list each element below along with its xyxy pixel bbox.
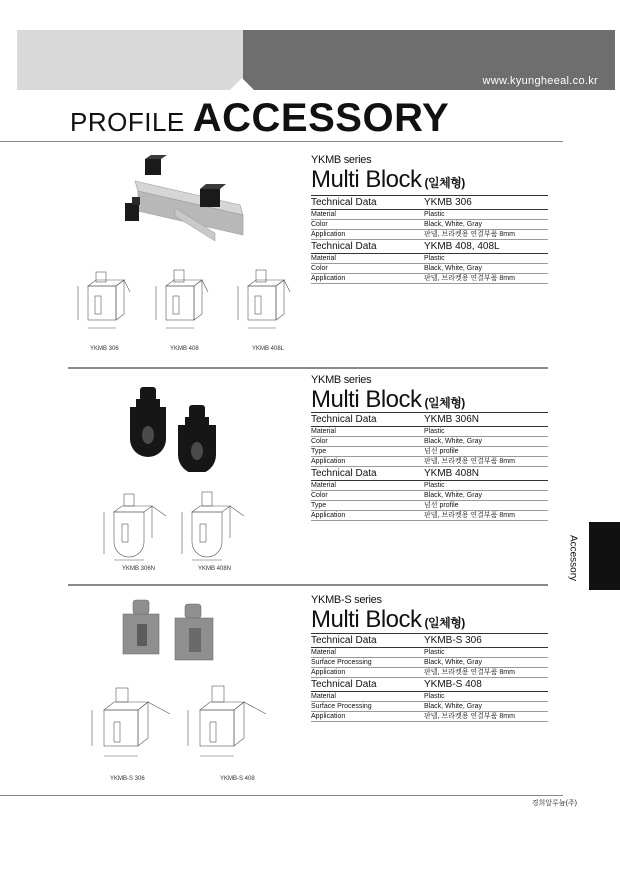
product-name <box>311 606 465 634</box>
spec-table <box>311 195 548 284</box>
spec-key: Material <box>311 481 424 491</box>
spec-value: Black, White, Gray <box>424 491 548 501</box>
spec-key: Application <box>311 668 424 678</box>
header-notch <box>230 78 254 90</box>
spec-key: Color <box>311 220 424 230</box>
technical-drawing <box>182 680 272 770</box>
technical-drawing <box>72 262 132 342</box>
spec-row <box>311 254 548 264</box>
spec-value: Black, White, Gray <box>424 702 548 712</box>
spec-value: Black, White, Gray <box>424 264 548 274</box>
spec-value: Plastic <box>424 481 548 491</box>
header-band-left <box>17 30 243 90</box>
spec-row <box>311 220 548 230</box>
spec-key: Material <box>311 210 424 220</box>
spec-header-title: Technical Data <box>311 240 424 254</box>
spec-key: Color <box>311 437 424 447</box>
spec-header-model: YKMB-S 408 <box>424 678 548 692</box>
product-name-text: Multi Block <box>311 166 422 193</box>
spec-key: Application <box>311 457 424 467</box>
spec-header-row <box>311 634 548 648</box>
spec-key: Material <box>311 648 424 658</box>
spec-header-model: YKMB 306N <box>424 413 548 427</box>
spec-value: 판넬, 브라켓용 연결부품 8mm <box>424 511 548 521</box>
spec-row <box>311 668 548 678</box>
spec-header-model: YKMB-S 306 <box>424 634 548 648</box>
spec-row <box>311 274 548 284</box>
spec-key: Application <box>311 511 424 521</box>
spec-row <box>311 481 548 491</box>
drawing-caption: YKMB 306N <box>122 566 156 572</box>
spec-value: Plastic <box>424 692 548 702</box>
drawing-caption: YKMB 408N <box>198 566 232 572</box>
spec-header-title: Technical Data <box>311 634 424 648</box>
product-name-ko: (일체형) <box>424 616 465 630</box>
spec-value: Black, White, Gray <box>424 658 548 668</box>
spec-value: 판넬, 브라켓용 연결부품 8mm <box>424 712 548 722</box>
spec-row <box>311 702 548 712</box>
technical-drawing <box>232 262 292 342</box>
spec-value: 판넬, 브라켓용 연결부품 8mm <box>424 274 548 284</box>
spec-value: 판넬, 브라켓용 연결부품 8mm <box>424 668 548 678</box>
spec-table <box>311 633 548 722</box>
spec-key: Type <box>311 447 424 457</box>
spec-value: Plastic <box>424 254 548 264</box>
side-tab-text: Accessory <box>567 534 579 582</box>
spec-value: 판넬, 브라켓용 연결부품 8mm <box>424 230 548 240</box>
spec-value: 넘선 profile <box>424 447 548 457</box>
spec-key: Application <box>311 274 424 284</box>
spec-header-model: YKMB 408N <box>424 467 548 481</box>
spec-row <box>311 712 548 722</box>
section-divider <box>68 367 548 369</box>
footer-divider <box>0 795 563 796</box>
spec-header-model: YKMB 408, 408L <box>424 240 548 254</box>
spec-header-title: Technical Data <box>311 413 424 427</box>
drawing-caption: YKMB-S 306 <box>110 776 145 782</box>
spec-row <box>311 437 548 447</box>
side-tab-label <box>563 530 583 586</box>
product-name <box>311 386 465 414</box>
spec-table <box>311 412 548 521</box>
spec-row <box>311 230 548 240</box>
spec-row <box>311 491 548 501</box>
spec-row <box>311 658 548 668</box>
product-photo <box>115 596 235 668</box>
spec-row <box>311 447 548 457</box>
spec-key: Material <box>311 254 424 264</box>
spec-key: Surface Processing <box>311 702 424 712</box>
spec-key: Surface Processing <box>311 658 424 668</box>
spec-key: Color <box>311 491 424 501</box>
spec-header-row <box>311 413 548 427</box>
spec-row <box>311 501 548 511</box>
page-title-part2: ACCESSORY <box>192 96 450 140</box>
spec-header-row <box>311 678 548 692</box>
spec-header-title: Technical Data <box>311 196 424 210</box>
spec-header-row <box>311 196 548 210</box>
spec-header-row <box>311 467 548 481</box>
spec-key: Material <box>311 427 424 437</box>
spec-row <box>311 210 548 220</box>
spec-value: Plastic <box>424 648 548 658</box>
drawing-caption: YKMB 408 <box>170 346 199 352</box>
spec-header-row <box>311 240 548 254</box>
spec-key: Material <box>311 692 424 702</box>
spec-value: Black, White, Gray <box>424 437 548 447</box>
technical-drawing <box>86 680 176 770</box>
spec-value: Plastic <box>424 210 548 220</box>
spec-row <box>311 264 548 274</box>
spec-row <box>311 692 548 702</box>
page-title <box>70 96 449 141</box>
spec-row <box>311 511 548 521</box>
drawing-caption: YKMB 306 <box>90 346 119 352</box>
spec-value: 넘선 profile <box>424 501 548 511</box>
spec-key: Color <box>311 264 424 274</box>
spec-row <box>311 457 548 467</box>
drawing-caption: YKMB-S 408 <box>220 776 255 782</box>
technical-drawing <box>100 484 172 566</box>
spec-header-title: Technical Data <box>311 467 424 481</box>
spec-row <box>311 427 548 437</box>
series-label: YKMB-S series <box>311 594 382 606</box>
section-divider <box>68 584 548 586</box>
product-name-ko: (일체형) <box>424 176 465 190</box>
product-photo <box>115 153 265 248</box>
technical-drawing <box>178 484 250 566</box>
spec-header-model: YKMB 306 <box>424 196 548 210</box>
title-divider <box>0 141 563 142</box>
product-name-text: Multi Block <box>311 386 422 413</box>
spec-key: Application <box>311 712 424 722</box>
spec-value: 판넬, 브라켓용 연결부품 8mm <box>424 457 548 467</box>
spec-key: Application <box>311 230 424 240</box>
spec-value: Black, White, Gray <box>424 220 548 230</box>
product-name <box>311 166 465 194</box>
series-label: YKMB series <box>311 374 372 386</box>
footer-company: 경희알루늄(주) <box>531 800 577 807</box>
drawing-caption: YKMB 408L <box>252 346 285 352</box>
technical-drawing <box>150 262 210 342</box>
spec-key: Type <box>311 501 424 511</box>
spec-value: Plastic <box>424 427 548 437</box>
product-name-text: Multi Block <box>311 606 422 633</box>
spec-header-title: Technical Data <box>311 678 424 692</box>
product-photo <box>120 377 240 472</box>
product-name-ko: (일체형) <box>424 396 465 410</box>
spec-row <box>311 648 548 658</box>
website-url[interactable]: www.kyungheeal.co.kr <box>482 75 598 87</box>
side-tab <box>589 522 620 590</box>
series-label: YKMB series <box>311 154 372 166</box>
page-title-part1: PROFILE <box>70 107 185 137</box>
